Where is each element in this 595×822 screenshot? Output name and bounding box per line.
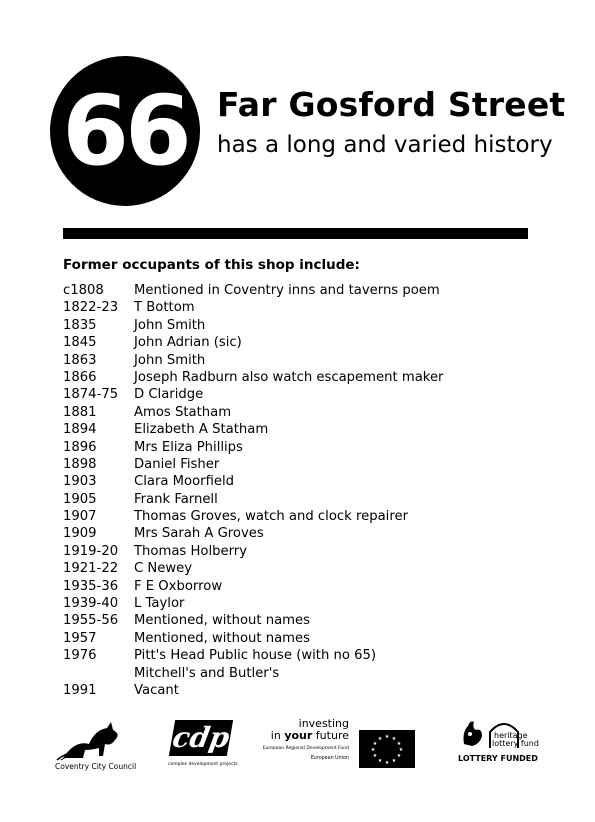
- occupant-row: [63, 578, 443, 595]
- eu-investing-text: [271, 718, 349, 742]
- lottery-funded-text: LOTTERY FUNDED: [458, 754, 538, 763]
- occupant-year: 1863: [63, 352, 97, 368]
- svg-text:★: ★: [391, 736, 397, 742]
- occupant-row: [63, 404, 443, 421]
- svg-text:★: ★: [372, 741, 378, 747]
- occupant-row: [63, 352, 443, 369]
- heritage-lottery-fund-logo: [456, 714, 546, 770]
- occupant-year: 1905: [63, 491, 97, 507]
- badge-number: 66: [62, 75, 188, 187]
- occupant-row: [63, 439, 443, 456]
- occupant-name: Mitchell's and Butler's: [134, 665, 280, 681]
- occupant-row: [63, 543, 443, 560]
- occupant-year: 1955-56: [63, 613, 119, 629]
- cdp-mark: cdp: [170, 721, 233, 754]
- occupant-year: 1835: [63, 317, 97, 333]
- coventry-city-council-logo: [55, 720, 145, 770]
- occupant-row: [63, 612, 443, 629]
- occupant-name: C Newey: [134, 561, 193, 577]
- occupant-row: [63, 630, 443, 647]
- occupant-year: 1845: [63, 335, 97, 351]
- eu-fund-text: European Regional Development Fund: [262, 746, 349, 751]
- occupant-year: 1894: [63, 422, 97, 438]
- occupant-row: [63, 282, 443, 299]
- occupant-year: 1991: [63, 682, 97, 698]
- svg-text:★: ★: [384, 760, 390, 766]
- occupant-year: 1957: [63, 630, 97, 646]
- hlf-line2: lottery fund: [492, 739, 539, 748]
- page-subtitle: has a long and varied history: [217, 132, 553, 158]
- occupant-year: 1909: [63, 526, 97, 542]
- occupant-name: Mrs Sarah A Groves: [134, 526, 264, 542]
- occupant-name: Daniel Fisher: [134, 456, 220, 472]
- occupant-row: [63, 299, 443, 316]
- occupant-year: 1896: [63, 439, 97, 455]
- occupant-name: John Smith: [134, 317, 206, 333]
- occupant-name: Clara Moorfield: [134, 474, 235, 490]
- cdp-logo: [168, 716, 238, 770]
- occupant-name: Mrs Eliza Phillips: [134, 439, 243, 455]
- occupant-year: 1866: [63, 369, 97, 385]
- occupant-row: [63, 525, 443, 542]
- occupant-name: Amos Statham: [134, 404, 232, 420]
- occupant-name: Mentioned, without names: [134, 630, 311, 646]
- occupant-name: Vacant: [134, 682, 179, 698]
- occupant-name: Joseph Radburn also watch escapement maker: [134, 369, 444, 385]
- occupant-name: T Bottom: [134, 300, 195, 316]
- coventry-logo-text: Coventry City Council: [55, 762, 137, 771]
- occupant-name: Mentioned, without names: [134, 613, 311, 629]
- occupant-year: 1907: [63, 509, 97, 525]
- eu-flag-icon: [359, 730, 415, 768]
- occupant-name: Elizabeth A Statham: [134, 422, 269, 438]
- svg-text:★: ★: [396, 741, 402, 747]
- svg-text:★: ★: [377, 736, 383, 742]
- occupants-list: [63, 282, 443, 699]
- eu-your-word: your: [284, 729, 313, 742]
- eu-fund-logo: [255, 718, 415, 772]
- occupant-row: [63, 421, 443, 438]
- intro-heading: Former occupants of this shop include:: [63, 257, 360, 273]
- svg-text:★: ★: [377, 758, 383, 764]
- occupant-name: L Taylor: [134, 596, 185, 612]
- occupant-row: [63, 682, 443, 699]
- occupant-row: [63, 595, 443, 612]
- page-title: Far Gosford Street: [217, 85, 566, 124]
- occupant-name: Frank Farnell: [134, 491, 218, 507]
- eu-future-word: future: [312, 729, 349, 742]
- occupant-row: [63, 508, 443, 525]
- cdp-logo-text: complex development projects: [168, 762, 238, 767]
- divider-bar: [63, 228, 528, 239]
- occupant-name: F E Oxborrow: [134, 578, 223, 594]
- occupant-row: [63, 491, 443, 508]
- eu-union-text: European Union: [310, 756, 349, 761]
- occupant-year: 1921-22: [63, 561, 119, 577]
- hlf-line1: heritage: [494, 731, 528, 740]
- svg-text:★: ★: [370, 747, 376, 753]
- occupant-year: 1881: [63, 404, 97, 420]
- occupant-row: [63, 386, 443, 403]
- sponsor-logos: [0, 712, 595, 772]
- occupant-row: [63, 665, 443, 682]
- occupant-row: [63, 456, 443, 473]
- occupant-name: D Claridge: [134, 387, 204, 403]
- occupant-row: [63, 369, 443, 386]
- occupant-name: John Smith: [134, 352, 206, 368]
- occupant-name: Thomas Groves, watch and clock repairer: [134, 509, 408, 525]
- svg-text:★: ★: [391, 758, 397, 764]
- occupant-name: Thomas Holberry: [134, 543, 248, 559]
- occupant-year: [63, 665, 134, 682]
- occupant-row: [63, 334, 443, 351]
- occupant-name: Mentioned in Coventry inns and taverns poem: [134, 283, 440, 298]
- occupant-row: [63, 473, 443, 490]
- svg-text:★: ★: [372, 753, 378, 759]
- occupant-name: John Adrian (sic): [134, 335, 242, 351]
- occupant-year: 1976: [63, 648, 97, 664]
- lottery-hand-icon: [456, 714, 546, 754]
- elephant-horse-icon: [55, 720, 145, 762]
- svg-text:★: ★: [398, 747, 404, 753]
- occupant-year: 1874-75: [63, 387, 119, 403]
- occupant-year: 1935-36: [63, 578, 119, 594]
- occupant-name: Pitt's Head Public house (with no 65): [134, 648, 377, 664]
- eu-in-word: in: [270, 729, 285, 742]
- occupant-year: c1808: [63, 283, 104, 298]
- occupant-year: 1898: [63, 456, 97, 472]
- occupant-row: [63, 647, 443, 664]
- occupant-year: 1903: [63, 474, 97, 490]
- occupant-row: [63, 317, 443, 334]
- occupant-row: [63, 560, 443, 577]
- occupant-year: 1939-40: [63, 596, 119, 612]
- number-badge: [50, 56, 200, 206]
- svg-text:★: ★: [396, 753, 402, 759]
- occupant-year: 1822-23: [63, 300, 119, 316]
- svg-text:★: ★: [384, 734, 390, 740]
- eu-investing-word: investing: [298, 717, 349, 730]
- occupant-year: 1919-20: [63, 543, 119, 559]
